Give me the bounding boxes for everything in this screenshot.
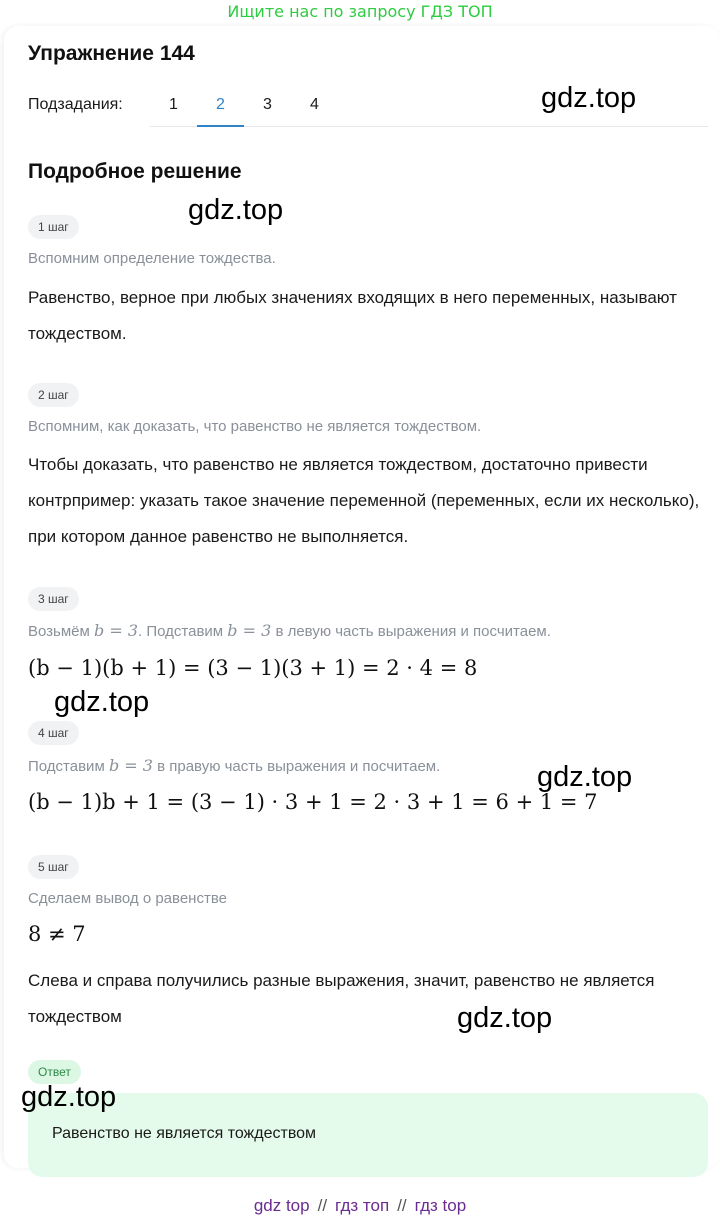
step-1-text: Равенство, верное при любых значениях входящих в него переменных, называют тождеством.	[28, 288, 677, 343]
step-4-chip: 4 шаг	[28, 721, 79, 745]
tab-4[interactable]: 4	[310, 96, 319, 113]
footer-link-2[interactable]: гдз топ	[335, 1196, 390, 1215]
tab-1[interactable]: 1	[169, 96, 178, 113]
watermark: gdz.top	[188, 194, 284, 226]
answer-box	[28, 1093, 708, 1177]
footer-links	[0, 1196, 720, 1216]
step-2-text: Чтобы доказать, что равенство не является тождеством, достаточно привести контрпример: указать такое значение переменной (переменных, если их несколько), при котором данное равенство не выполняется.	[28, 455, 700, 546]
footer-link-3[interactable]: гдз top	[414, 1196, 467, 1215]
tab-3[interactable]: 3	[263, 96, 272, 113]
step-5-math: 8 ≠ 7	[28, 922, 86, 946]
step-4-hint-math: b = 3	[108, 756, 153, 775]
watermark: gdz.top	[457, 1002, 553, 1034]
step-2-chip: 2 шаг	[28, 383, 79, 407]
subtasks-label: Подзадания:	[28, 96, 123, 113]
step-5-chip: 5 шаг	[28, 855, 79, 879]
watermark: gdz.top	[21, 1081, 117, 1113]
step-5-hint: Сделаем вывод о равенстве	[28, 890, 227, 907]
step-1-hint: Вспомним определение тождества.	[28, 250, 276, 267]
tab-2[interactable]: 2	[197, 84, 244, 126]
step-3-hint-math-a: b = 3	[94, 621, 139, 640]
step-4-hint: Подставим b = 3 в правую часть выражения и посчитаем.	[28, 756, 441, 775]
footer-separator: //	[317, 1196, 328, 1215]
footer-link-1[interactable]: gdz top	[253, 1196, 310, 1215]
watermark: gdz.top	[54, 686, 150, 718]
step-3-math: (b − 1)(b + 1) = (3 − 1)(3 + 1) = 2 · 4 = 8	[28, 656, 478, 680]
step-3-hint: Возьмём b = 3. Подставим b = 3 в левую часть выражения и посчитаем.	[28, 621, 551, 640]
step-4-math: (b − 1)b + 1 = (3 − 1) · 3 + 1 = 2 · 3 + 1 = 6 + 1 = 7	[28, 790, 598, 814]
step-5-text: Слева и справа получились разные выражения, значит, равенство не является тождеством	[28, 971, 655, 1026]
section-title: Подробное решение	[28, 160, 242, 183]
step-3-chip: 3 шаг	[28, 587, 79, 611]
step-2-hint: Вспомним, как доказать, что равенство не является тождеством.	[28, 418, 482, 435]
step-3-hint-math-b: b = 3	[227, 621, 272, 640]
answer-chip: Ответ	[28, 1060, 81, 1084]
page-title: Упражнение 144	[28, 42, 195, 65]
top-banner: Ищите нас по запросу ГДЗ ТОП	[227, 2, 493, 21]
answer-text: Равенство не является тождеством	[52, 1125, 317, 1142]
watermark: gdz.top	[541, 82, 637, 114]
footer-separator: //	[397, 1196, 407, 1215]
step-1-chip: 1 шаг	[28, 215, 79, 239]
watermark: gdz.top	[537, 761, 633, 793]
